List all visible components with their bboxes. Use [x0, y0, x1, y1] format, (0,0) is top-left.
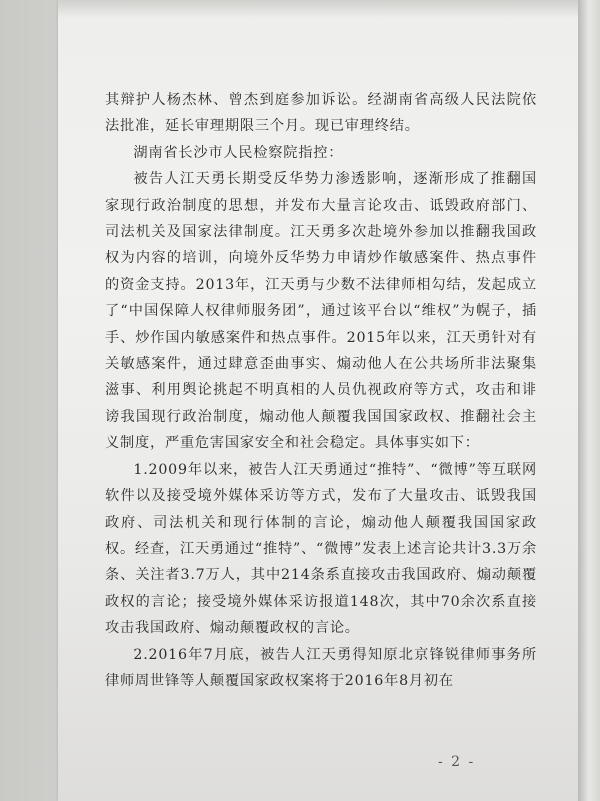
paragraph-accusation: 被告人江天勇长期受反华势力渗透影响，逐渐形成了推翻国家现行政治制度的思想，并发布大量言论攻击、诋毁政府部门、司法机关及国家法律制度。江天勇多次赴境外参加以推翻我国政权为内容的培训，向境外反华势力申请炒作敏感案件、热点事件的资金支持。2013年，江天勇与少数不法律师相勾结，发起成立了“中国保障人权律师服务团”，通过该平台以“维权”为幌子，插手、炒作国内敏感案件和热点事件。2015年以来，江天勇针对有关敏感案件，通过肆意歪曲事实、煽动他人在公共场所非法聚集滋事、利用舆论挑起不明真相的人员仇视政府等方式，攻击和诽谤我国现行政治制度，煽动他人颠覆我国国家政权、推翻社会主义制度，严重危害国家安全和社会稳定。具体事实如下：	[105, 171, 537, 452]
paragraph-fact-1: 1.2009年以来，被告人江天勇通过“推特”、“微博”等互联网软件以及接受境外媒体采访等方式，发布了大量攻击、诋毁我国政府、司法机关和现行体制的言论，煽动他人颠覆我国国家政权。经查，江天勇通过“推特”、“微博”发表上述言论共计3.3万余条、关注者3.7万人，其中214条系直接攻击我国政府、煽动颠覆政权的言论；接受境外媒体采访报道148次，其中70余次系直接攻击我国政府、煽动颠覆政权的言论。	[105, 461, 537, 637]
page-top-shadow	[58, 0, 578, 18]
page-number: - 2 -	[438, 754, 476, 770]
adjacent-page-edge	[578, 0, 600, 801]
paragraph-fact-2: 2.2016年7月底，被告人江天勇得知原北京锋锐律师事务所律师周世锋等人颠覆国家政权案将于2016年8月初在	[105, 646, 537, 689]
paragraph-prosecution-heading: 湖南省长沙市人民检察院指控：	[133, 144, 344, 161]
paragraph-defense-counsel: 其辩护人杨杰林、曾杰到庭参加诉讼。经湖南省高级人民法院依法批准，延长审理期限三个月。现已审理终结。	[105, 92, 537, 135]
document-body	[105, 87, 537, 694]
